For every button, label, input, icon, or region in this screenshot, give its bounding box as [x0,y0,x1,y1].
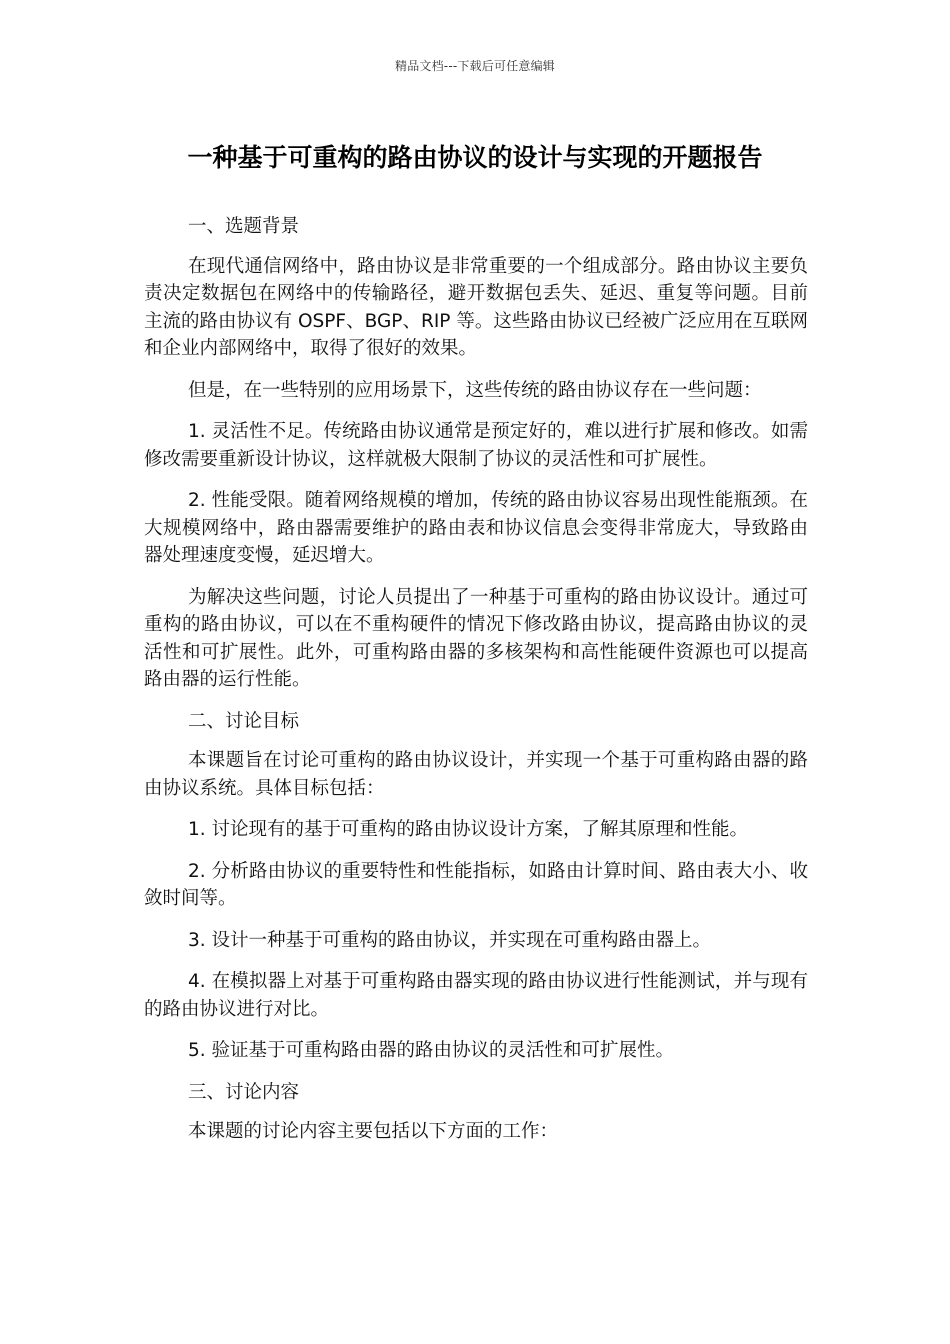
goal-item-3: 3. 设计一种基于可重构的路由协议，并实现在可重构路由器上。 [188,929,712,951]
paragraph-background-problems: 但是，在一些特别的应用场景下，这些传统的路由协议存在一些问题： [188,379,762,401]
paragraph-content-intro: 本课题的讨论内容主要包括以下方面的工作： [188,1121,559,1142]
page-header-note: 精品文档---下载后可任意编辑 [395,59,555,73]
list-item-performance: 2. 性能受限。随着网络规模的增加，传统的路由协议容易出现性能瓶颈。在大规模网络中，路由器需要维护的路由表和协议信息会变得非常庞大，导致路由器处理速度变慢，延迟增大。 [144,490,808,566]
section-heading-background: 一、选题背景 [188,216,300,237]
section-heading-content: 三、讨论内容 [188,1081,300,1103]
paragraph-goals-intro: 本课题旨在讨论可重构的路由协议设计，并实现一个基于可重构路由器的路由协议系统。具体目标包括： [144,750,808,799]
goal-item-4: 4. 在模拟器上对基于可重构路由器实现的路由协议进行性能测试，并与现有的路由协议进行对比。 [144,971,808,1020]
document-body [144,213,808,1160]
goal-item-5: 5. 验证基于可重构路由器的路由协议的灵活性和可扩展性。 [188,1040,675,1061]
list-item-flexibility: 1. 灵活性不足。传统路由协议通常是预定好的，难以进行扩展和修改。如需修改需要重新设计协议，这样就极大限制了协议的灵活性和可扩展性。 [144,421,808,470]
goal-item-2: 2. 分析路由协议的重要特性和性能指标，如路由计算时间、路由表大小、收敛时间等。 [144,860,808,909]
goal-item-1: 1. 讨论现有的基于可重构的路由协议设计方案，了解其原理和性能。 [188,819,749,840]
paragraph-solution: 为解决这些问题，讨论人员提出了一种基于可重构的路由协议设计。通过可重构的路由协议，可以在不重构硬件的情况下修改路由协议，提高路由协议的灵活性和可扩展性。此外，可重构路由器的多核架构和高性能硬件资源也可以提高路由器的运行性能。 [144,586,808,690]
section-heading-goals: 二、讨论目标 [188,710,300,732]
document-title: 一种基于可重构的路由协议的设计与实现的开题报告 [187,143,763,172]
paragraph-background-intro: 在现代通信网络中，路由协议是非常重要的一个组成部分。路由协议主要负责决定数据包在网络中的传输路径，避开数据包丢失、延迟、重复等问题。目前主流的路由协议有 OSPF、BGP、RIP 等。这些路由协议已经被广泛应用在互联网和企业内部网络中，取得了很好的效果。 [144,255,808,359]
